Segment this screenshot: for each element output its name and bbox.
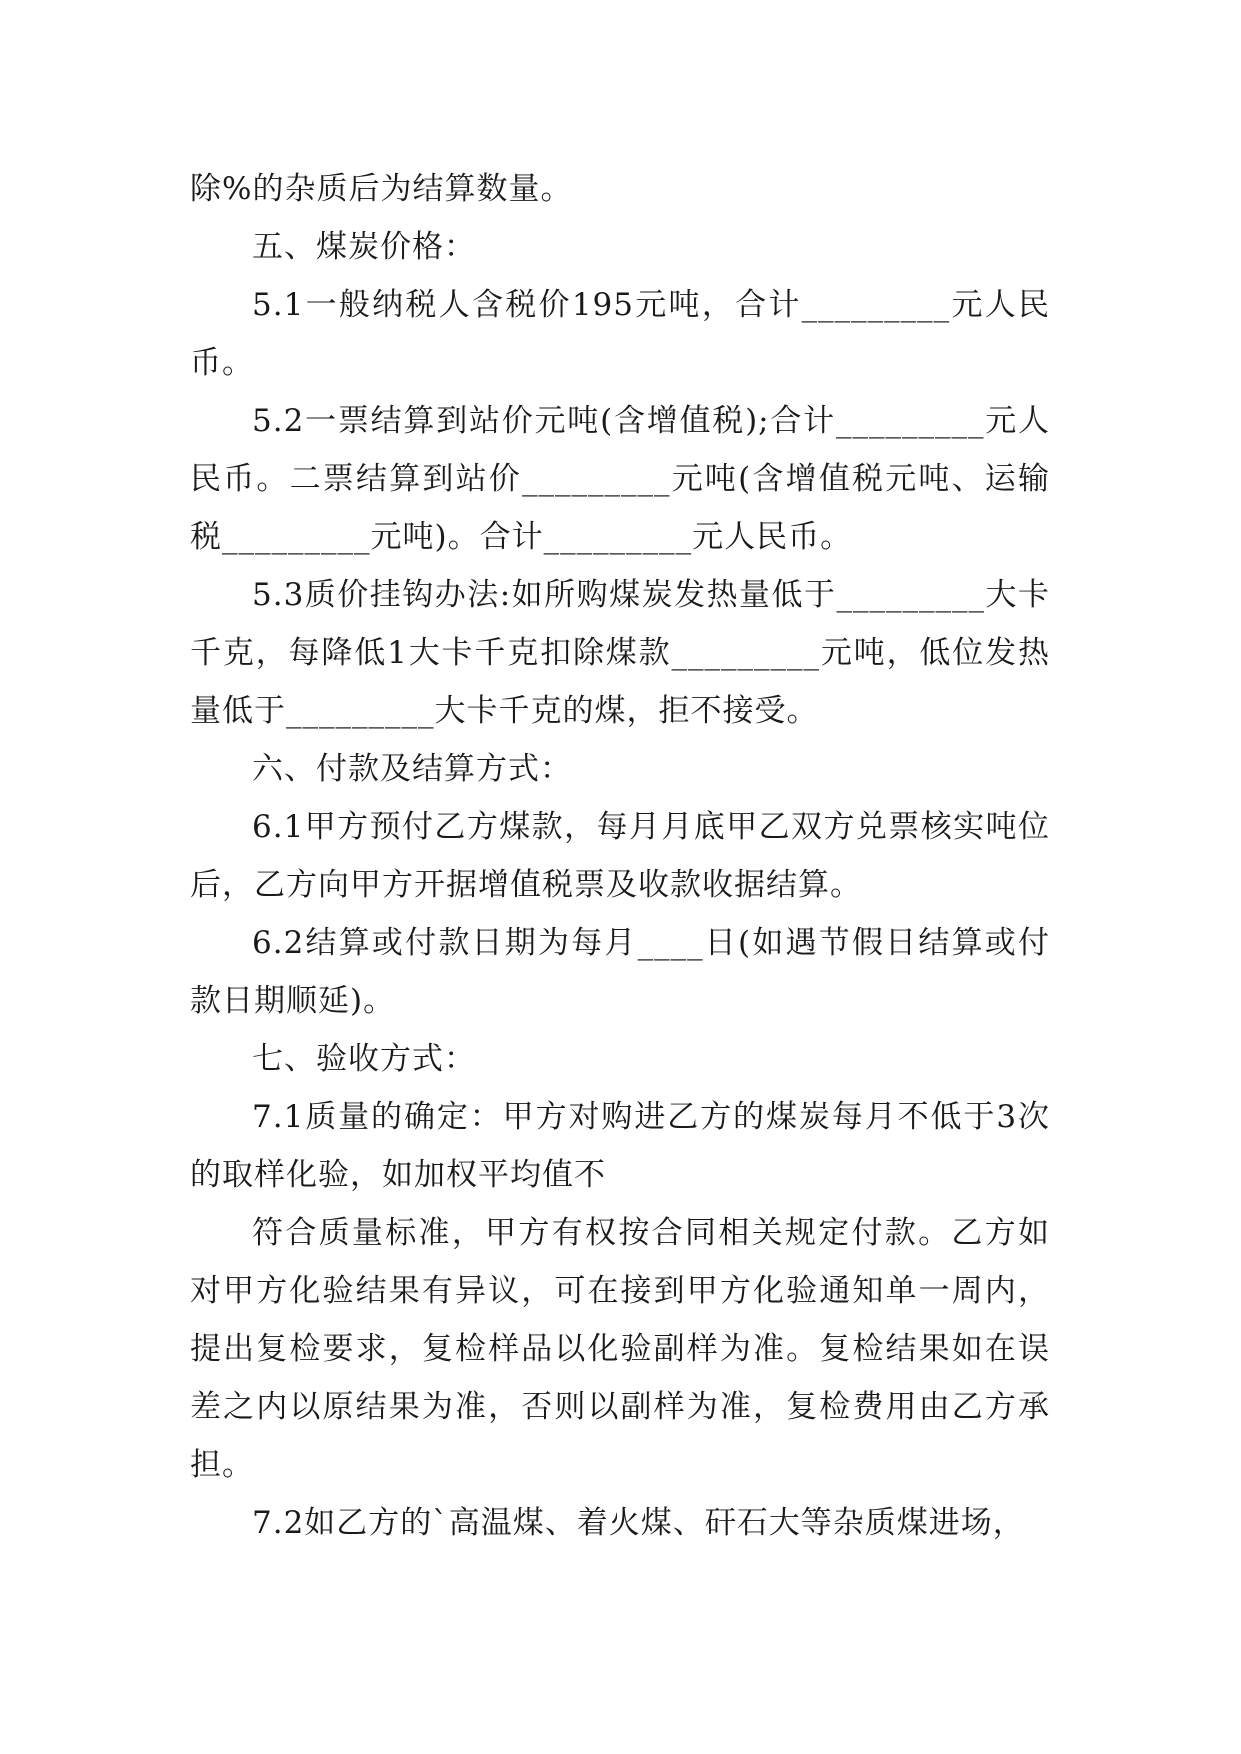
clause-6-1: 6.1甲方预付乙方煤款，每月月底甲乙双方兑票核实吨位后，乙方向甲方开据增值税票及收款收据结算。 <box>190 809 1050 903</box>
clause-5-1: 5.1一般纳税人含税价195元吨，合计_________元人民币。 <box>190 287 1050 381</box>
heading-acceptance-method: 七、验收方式： <box>252 1041 476 1077</box>
paragraph-impurity-deduction: 除%的杂质后为结算数量。 <box>190 171 573 207</box>
clause-7-1: 7.1质量的确定：甲方对购进乙方的煤炭每月不低于3次的取样化验，如加权平均值不 <box>190 1099 1050 1193</box>
clause-6-2: 6.2结算或付款日期为每月____日(如遇节假日结算或付款日期顺延)。 <box>190 925 1050 1019</box>
clause-5-3: 5.3质价挂钩办法:如所购煤炭发热量低于_________大卡千克，每降低1大卡千克扣除煤款_________元吨，低位发热量低于_________大卡千克的煤，拒不接受。 <box>190 577 1050 729</box>
clause-7-1-continued: 符合质量标准，甲方有权按合同相关规定付款。乙方如对甲方化验结果有异议，可在接到甲方化验通知单一周内，提出复检要求，复检样品以化验副样为准。复检结果如在误差之内以原结果为准，否则以副样为准，复检费用由乙方承担。 <box>190 1215 1050 1483</box>
document-body <box>190 160 1050 1552</box>
heading-coal-price: 五、煤炭价格： <box>252 229 476 265</box>
clause-5-2: 5.2一票结算到站价元吨(含增值税);合计_________元人民币。二票结算到站价_________元吨(含增值税元吨、运输税_________元吨)。合计_________元人民币。 <box>190 403 1050 555</box>
heading-payment-settlement: 六、付款及结算方式： <box>252 751 572 787</box>
clause-7-2: 7.2如乙方的`高温煤、着火煤、矸石大等杂质煤进场， <box>252 1505 1025 1541</box>
